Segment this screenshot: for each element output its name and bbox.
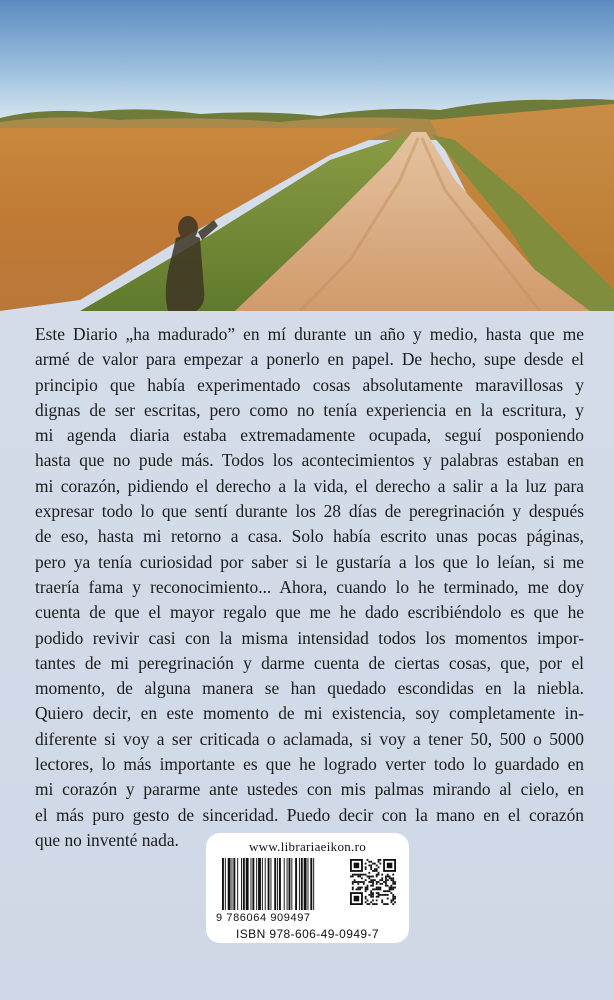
blurb-line: lectores, lo más importante es que he logrado verter todo lo guardado en (35, 754, 584, 775)
blurb-line: cuenta de que el mayor regalo que me he dado escribiéndolo es que he (35, 602, 584, 623)
blurb-line: dignas de ser escritas, pero como no tenía experiencia en la escritura, y (35, 399, 584, 420)
blurb-line: expresar todo lo que sentí durante los 28 días de peregrinación y después (35, 501, 584, 522)
blurb-line: Quiero decir, en este momento de mi existencia, soy completamente in- (35, 703, 584, 724)
blurb-line: mi corazón y pararme ante ustedes con mis palmas mirando al cielo, en (35, 779, 584, 800)
isbn-number: ISBN 978-606-49-0949-7 (236, 927, 379, 941)
blurb-paragraph (35, 322, 584, 853)
blurb-line: Este Diario „ha madurado” en mí durante un año y medio, hasta que me (35, 324, 584, 344)
blurb-line: podido revivir casi con la misma intensidad todos los momentos impor- (35, 627, 584, 648)
blurb-line: tantes de mi peregrinación y darme cuenta de ciertas cosas, que, por el (35, 652, 584, 673)
blurb-line: pero ya tenía curiosidad por saber si le gustaría a los que lo leían, si me (35, 551, 584, 572)
blurb-line: principio que había experimentado cosas absolutamente maravillosas y (35, 374, 584, 395)
blurb-line: momento, de alguna manera se han quedado escondidas en la niebla. (35, 678, 584, 699)
qr-code-icon (350, 859, 396, 905)
road-landscape-image (0, 0, 614, 311)
barcode-panel (206, 833, 409, 943)
blurb-line: de eso, hasta mi retorno a casa. Solo había escrito unas pocas páginas, (35, 526, 584, 547)
back-cover-blurb (35, 322, 584, 853)
blurb-line: diferente si voy a ser criticada o aclamada, si voy a tener 50, 500 o 5000 (35, 728, 584, 749)
blurb-line: que no inventé nada. (35, 829, 179, 850)
blurb-line: traería fama y reconocimiento... Ahora, cuando lo he terminado, me doy (35, 576, 584, 597)
blurb-line: mi agenda diaria estaba extremadamente ocupada, seguí posponiendo (35, 425, 584, 446)
cover-photo (0, 0, 614, 311)
barcode-digits: 9 786064 909497 (216, 912, 311, 924)
blurb-line: hasta que no pude más. Todos los acontecimientos y palabras estaban en (35, 450, 584, 471)
blurb-line: mi corazón, pidiendo el derecho a la vida, el derecho a salir a la luz para (35, 475, 584, 496)
isbn-barcode (220, 858, 344, 912)
blurb-line: armé de valor para empezar a ponerlo en papel. De hecho, supe desde el (35, 349, 584, 370)
publisher-url[interactable]: www.librariaeikon.ro (248, 839, 367, 854)
blurb-line: el más puro gesto de sinceridad. Puedo decir con la mano en el corazón (35, 804, 584, 825)
